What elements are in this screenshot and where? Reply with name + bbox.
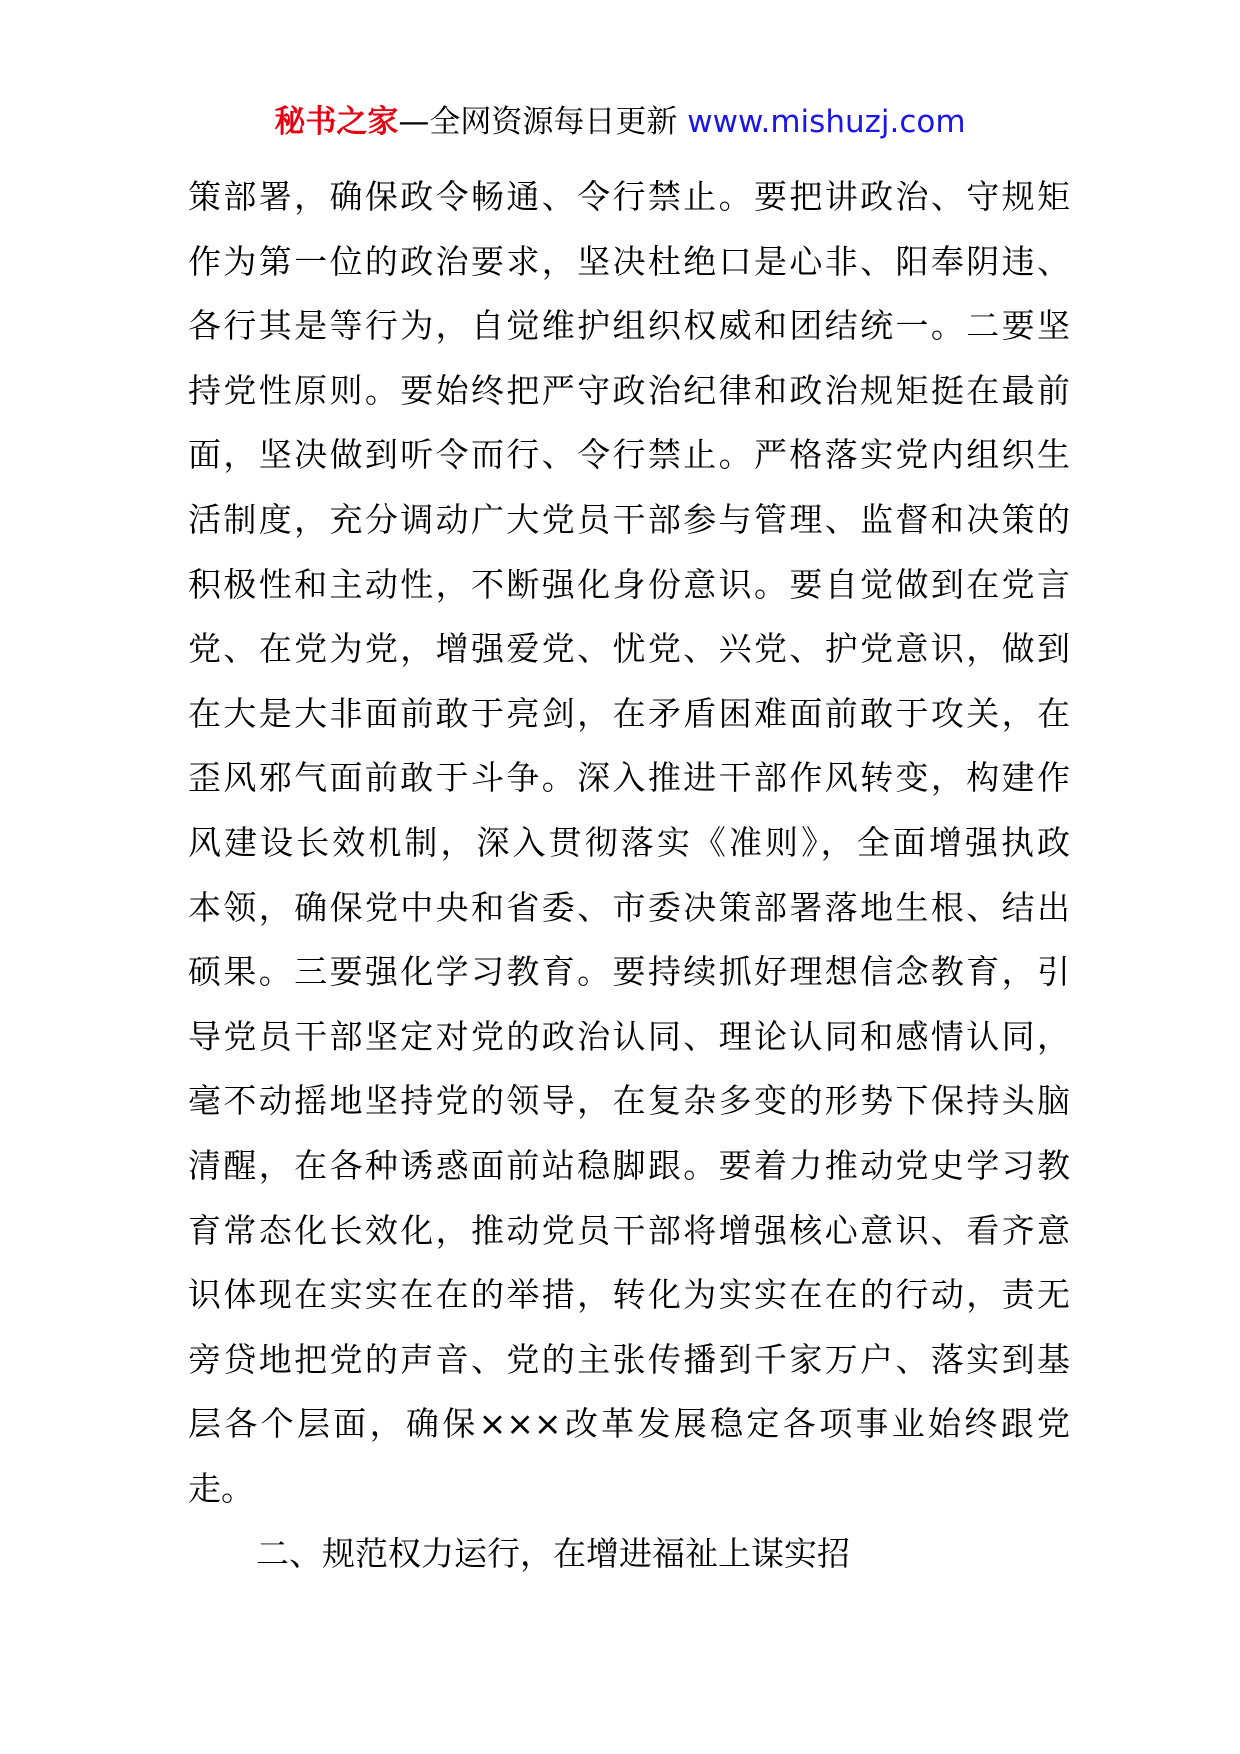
- paragraph-line: 党、在党为党，增强爱党、忧党、兴党、护党意识，做到: [188, 629, 1070, 669]
- paragraph-line: 策部署，确保政令畅通、令行禁止。要把讲政治、守规矩: [188, 177, 1070, 216]
- paragraph-line: 育常态化长效化，推动党员干部将增强核心意识、看齐意: [188, 1210, 1070, 1250]
- paragraph-line: 硕果。三要强化学习教育。要持续抓好理想信念教育，引: [188, 952, 1070, 992]
- paragraph-line: 各行其是等行为，自觉维护组织权威和团结统一。二要坚: [188, 306, 1070, 346]
- paragraph-line: 歪风邪气面前敢于斗争。深入推进干部作风转变，构建作: [188, 758, 1070, 798]
- section-heading: 二、规范权力运行，在增进福祉上谋实招: [256, 1534, 850, 1573]
- body-paragraph: [188, 165, 1070, 1521]
- header-tagline: —全网资源每日更新: [398, 104, 678, 140]
- paragraph-line: 持党性原则。要始终把严守政治纪律和政治规矩挺在最前: [188, 370, 1070, 410]
- paragraph-line: 走。: [188, 1468, 254, 1508]
- paragraph-line: 活制度，充分调动广大党员干部参与管理、监督和决策的: [188, 499, 1070, 539]
- paragraph-line: 层各个层面，确保×××改革发展稳定各项事业始终跟党: [188, 1404, 1070, 1444]
- paragraph-line: 识体现在实实在在的举措，转化为实实在在的行动，责无: [188, 1275, 1070, 1315]
- paragraph-line: 面，坚决做到听令而行、令行禁止。严格落实党内组织生: [188, 435, 1070, 475]
- site-url-link[interactable]: www.mishuzj.com: [687, 104, 966, 140]
- paragraph-line: 导党员干部坚定对党的政治认同、理论认同和感情认同，: [188, 1016, 1070, 1056]
- paragraph-line: 本领，确保党中央和省委、市委决策部署落地生根、结出: [188, 887, 1070, 927]
- site-header: [0, 100, 1240, 144]
- paragraph-line: 作为第一位的政治要求，坚决杜绝口是心非、阳奉阴违、: [188, 241, 1070, 281]
- paragraph-line: 清醒，在各种诱惑面前站稳脚跟。要着力推动党史学习教: [188, 1145, 1070, 1185]
- paragraph-line: 风建设长效机制，深入贯彻落实《准则》，全面增强执政: [188, 822, 1070, 862]
- paragraph-line: 积极性和主动性，不断强化身份意识。要自觉做到在党言: [188, 564, 1070, 604]
- brand-name: 秘书之家: [274, 104, 399, 140]
- paragraph-line: 毫不动摇地坚持党的领导，在复杂多变的形势下保持头脑: [188, 1081, 1070, 1121]
- paragraph-line: 旁贷地把党的声音、党的主张传播到千家万户、落实到基: [188, 1339, 1070, 1379]
- paragraph-line: 在大是大非面前敢于亮剑，在矛盾困难面前敢于攻关，在: [188, 693, 1070, 733]
